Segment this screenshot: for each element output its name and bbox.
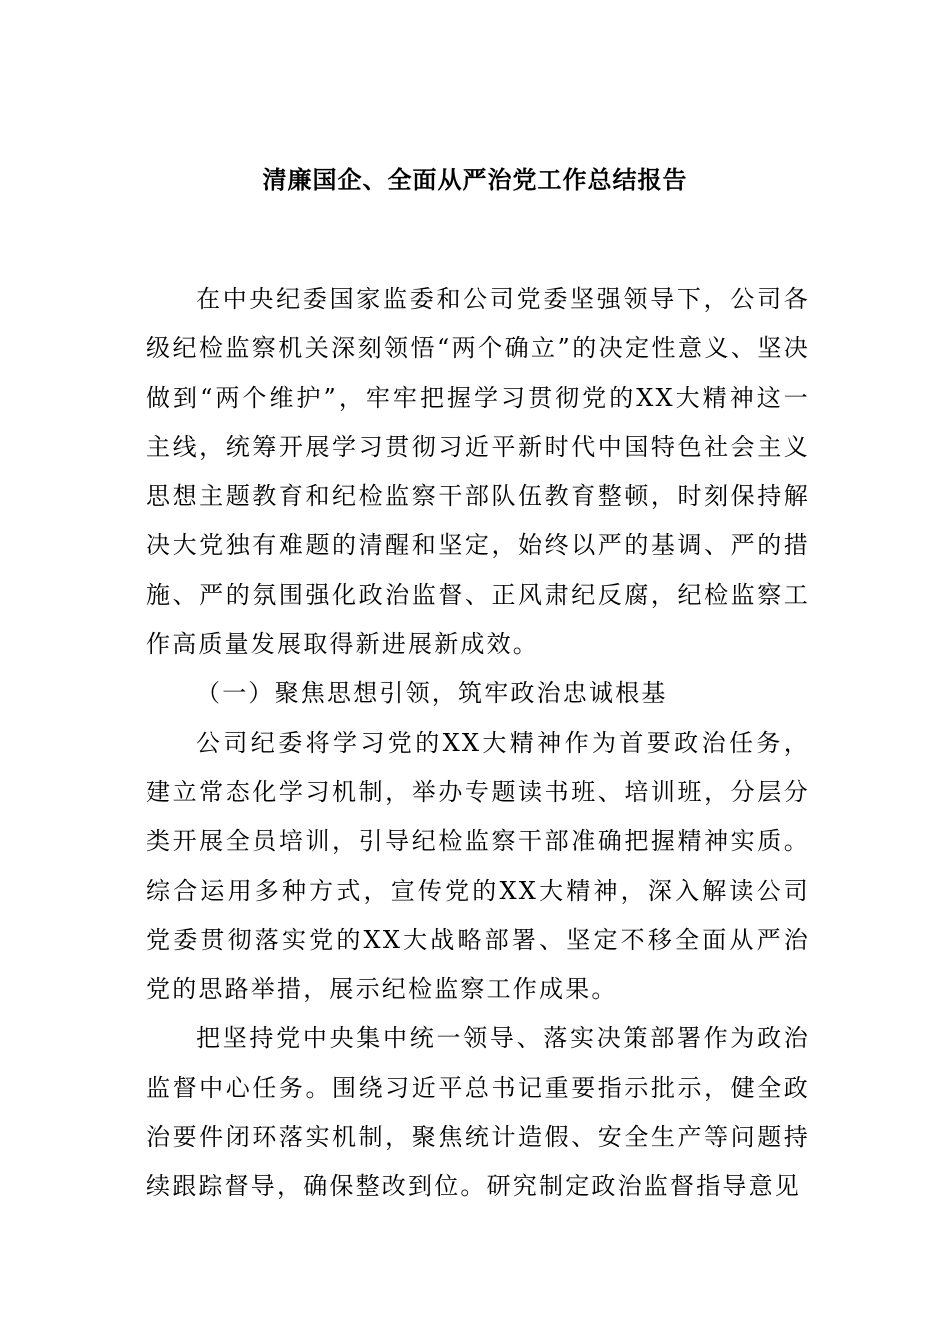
section-heading-1: （一）聚焦思想引领，筑牢政治忠诚根基 bbox=[196, 679, 668, 708]
paragraph-study: 公司纪委将学习党的XX大精神作为首要政治任务，建立常态化学习机制，举办专题读书班、培训班，分层分类开展全员培训，引导纪检监察干部准确把握精神实质。综合运用多种方式，宣传党的XX大精神，深入解读公司党委贯彻落实党的XX大战略部署、坚定不移全面从严治党的思路举措，展示纪检监察工作成果。 bbox=[146, 728, 810, 1004]
paragraph-supervision: 把坚持党中央集中统一领导、落实决策部署作为政治监督中心任务。围绕习近平总书记重要指示批示，健全政治要件闭环落实机制，聚焦统计造假、安全生产等问题持续跟踪督导，确保整改到位。研究制定政治监督指导意见 bbox=[146, 1024, 810, 1201]
document-body bbox=[146, 275, 810, 1212]
paragraph-intro: 在中央纪委国家监委和公司党委坚强领导下，公司各级纪检监察机关深刻领悟“两个确立”的决定性意义、坚决做到“两个维护”，牢牢把握学习贯彻党的XX大精神这一主线，统筹开展学习贯彻习近平新时代中国特色社会主义思想主题教育和纪检监察干部队伍教育整顿，时刻保持解决大党独有难题的清醒和坚定，始终以严的基调、严的措施、严的氛围强化政治监督、正风肃纪反腐，纪检监察工作高质量发展取得新进展新成效。 bbox=[146, 285, 810, 659]
document-title: 清廉国企、全面从严治党工作总结报告 bbox=[262, 166, 688, 194]
